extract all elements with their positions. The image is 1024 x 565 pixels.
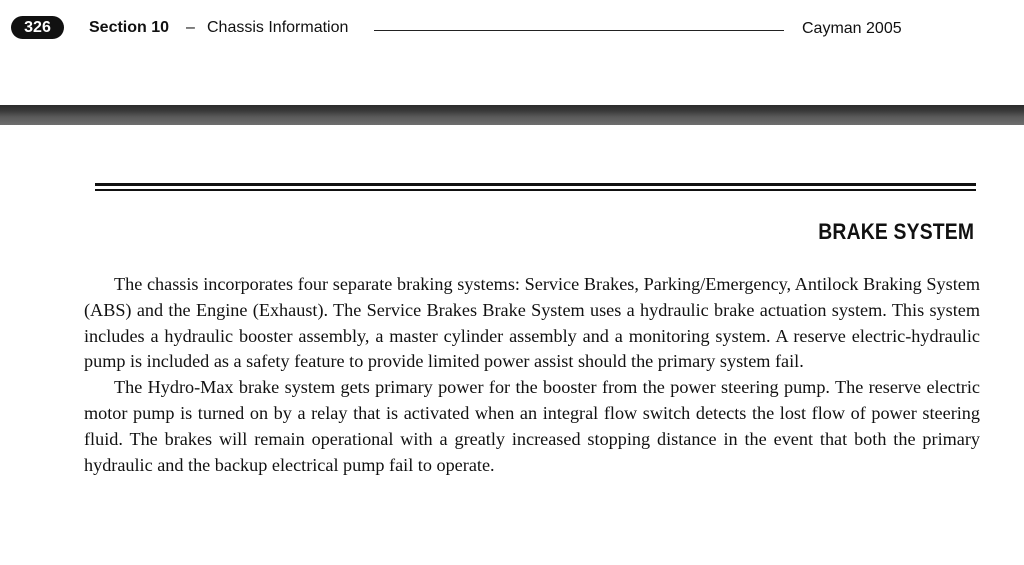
paragraph: The chassis incorporates four separate braking systems: Service Brakes, Parking/Emergency, Antilock Braking System (ABS) and the Engine (Exhaust). The Service Brakes Brake System uses a hydraulic brake actuation system. This system includes a hydraulic booster assembly, a master cylinder assembly and a monitoring system. A reserve electric-hydraulic pump is included as a safety feature to provide limited power assist should the primary system fail. — [84, 274, 980, 372]
paragraph: The Hydro-Max brake system gets primary power for the booster from the power steering pump. The reserve electric motor pump is turned on by a relay that is activated when an integral flow switch detects the lost flow of power steering fluid. The brakes will remain operational with a greatly increased stopping distance in the event that both the primary hydraulic and the backup electrical pump fail to operate. — [84, 377, 980, 475]
heading-rule-top — [95, 183, 976, 186]
page-number-badge: 326 — [11, 16, 64, 39]
section-heading: BRAKE SYSTEM — [818, 219, 974, 244]
header-rule — [374, 30, 784, 31]
header-band — [0, 105, 1024, 125]
section-title: Chassis Information — [207, 19, 349, 36]
model-label: Cayman 2005 — [802, 20, 902, 37]
heading-rule-bottom — [95, 189, 976, 191]
section-separator: – — [186, 19, 195, 36]
body-text — [84, 272, 980, 478]
section-label: Section 10 — [89, 19, 170, 36]
page-header — [0, 14, 1024, 44]
